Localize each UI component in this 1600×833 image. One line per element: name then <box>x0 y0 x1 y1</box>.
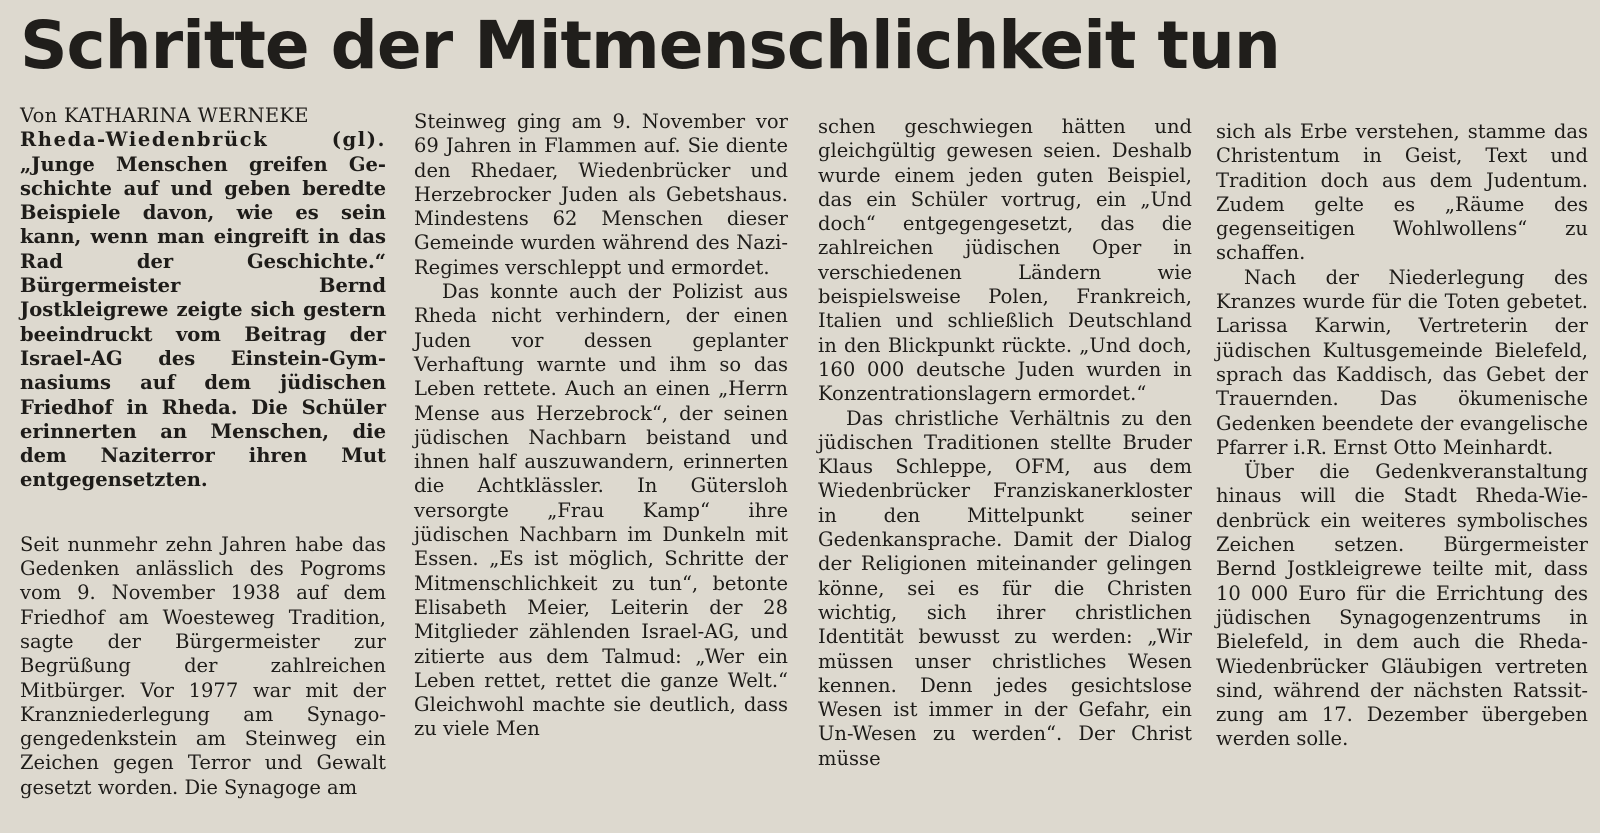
body-paragraph: Über die Gedenkveranstaltung hinaus will die Stadt Rheda-Wiedenbrück ein weiteres symbolisches Zeichen setzen. Bürgermeister Bernd Jostkleigrewe teilte mit, dass 10 000 Euro für die Errichtung des jüdischen Synagogenzentrums in Bielefeld, in dem auch die Rheda-Wiedenbrücker Gläubigen vertreten sind, während der nächsten Ratssitzung am 17. Dezember übergeben werden solle. <box>1216 460 1588 751</box>
column-4 <box>1216 120 1588 752</box>
body-paragraph: Steinweg ging am 9. November vor 69 Jahren in Flammen auf. Sie diente den Rhedaer, Wiedenbrücker und Herzebrocker Juden als Gebetshaus. Mindestens 62 Menschen dieser Gemeinde wurden während des Nazi-Regimes verschleppt und ermordet. <box>414 110 788 279</box>
column-2 <box>414 110 788 742</box>
body-paragraph: Das christliche Verhältnis zu den jüdischen Traditionen stellte Bruder Klaus Schleppe, OFM, aus dem Wiedenbrücker Franziskanerkloster in den Mittelpunkt seiner Gedenkansprache. Damit der Dialog der Religionen miteinander gelingen könne, sei es für die Christen wichtig, sich ihrer christlichen Identität bewusst zu werden: „Wir müssen unser christliches Wesen kennen. Denn jedes gesichtslose Wesen ist immer in der Gefahr, ein Un-Wesen zu werden“. Der Christ müsse <box>818 406 1192 770</box>
body-paragraph: Nach der Niederlegung des Kranzes wurde für die Toten gebetet. Larissa Karwin, Vertreterin der jüdischen Kultusgemeinde Bielefeld, sprach das Kaddisch, das Gebet der Trauernden. Das ökumenische Gedenken beendete der evangelische Pfarrer i.R. Ernst Otto Meinhardt. <box>1216 265 1588 459</box>
headline: Schritte der Mitmenschlichkeit tun <box>20 7 1280 84</box>
column-1 <box>20 104 386 800</box>
body-paragraph: sich als Erbe verstehen, stamme das Christentum in Geist, Text und Tradition doch aus dem Judentum. Zudem gelte es „Räume des gegenseitigen Wohlwollens“ zu schaffen. <box>1216 120 1588 265</box>
byline: Von KATHARINA WERNEKE <box>20 104 309 127</box>
body-paragraph: Das konnte auch der Polizist aus Rheda nicht verhindern, der einen Juden vor dessen geplanter Verhaftung warnte und ihm so das Leben rettete. Auch an einen „Herrn Mense aus Herzebrock“, der seinen jüdischen Nachbarn beistand und ihnen half auszuwandern, erinnerten die Achtklässler. In Gütersloh versorgte „Frau Kamp“ ihre jüdischen Nachbarn im Dunkeln mit Essen. „Es ist möglich, Schritte der Mitmenschlichkeit zu tun“, betonte Elisabeth Meier, Leiterin der 28 Mitglieder zählenden Israel-AG, und zitierte aus dem Talmud: „Wer ein Leben rettet, rettet die ganze Welt.“ Gleichwohl machte sie deutlich, dass zu viele Men <box>414 280 788 741</box>
column-3 <box>818 115 1192 771</box>
dateline: Rheda-Wiedenbrück (gl). <box>20 128 386 152</box>
body-paragraph: schen geschwiegen hätten und gleichgültig gewesen seien. Deshalb wurde einem jeden guten Beispiel, das ein Schüler vortrug, ein „Und doch“ entgegengesetzt, das die zahlreichen jüdischen Oper in verschiedenen Ländern wie beispielsweise Polen, Frankreich, Italien und schließlich Deutschland in den Blickpunkt rückte. „Und doch, 160 000 deutsche Juden wurden in Konzentrationslagern ermordet.“ <box>818 115 1192 406</box>
body-paragraph: Seit nunmehr zehn Jahren habe das Gedenken anlässlich des Pogroms vom 9. November 1938 auf dem Friedhof am Woesteweg Tradition, sagte der Bürgermeister zur Begrüßung der zahlreichen Mitbürger. Vor 1977 war mit der Kranzniederlegung am Synagogengedenkstein am Steinweg ein Zeichen gegen Terror und Gewalt gesetzt worden. Die Synagoge am <box>20 532 386 799</box>
lead-paragraph <box>20 128 386 492</box>
lead-text: „Junge Menschen greifen Geschichte auf und geben beredte Beispiele davon, wie es sein kann, wenn man eingreift in das Rad der Geschichte.“ Bürgermeister Bernd Jostkleigrewe zeigte sich gestern beeindruckt vom Beitrag der Israel-AG des Einstein-Gymnasiums auf dem jüdischen Friedhof in Rheda. Die Schüler erinnerten an Menschen, die dem Naziterror ihren Mut entgegensetzten. <box>20 152 386 492</box>
